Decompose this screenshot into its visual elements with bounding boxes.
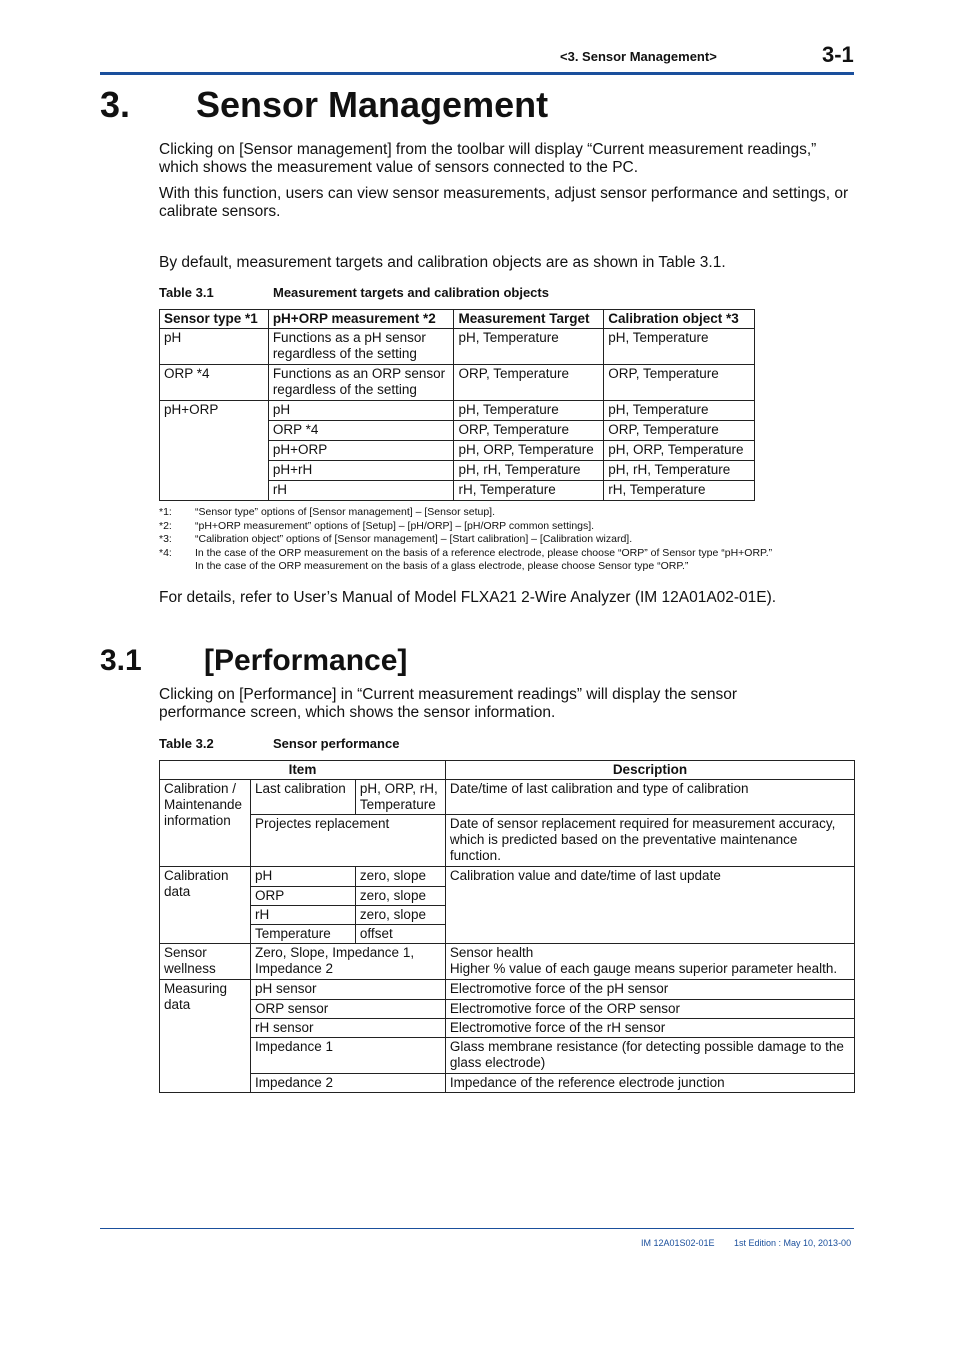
table-cell: ORP *4	[268, 421, 454, 441]
table-cell: pH+ORP	[160, 401, 269, 501]
note	[159, 533, 772, 547]
table-cell: Sensor wellness	[160, 944, 251, 980]
table-cell: Measuring data	[160, 980, 251, 1093]
table-cell: Calibration data	[160, 867, 251, 944]
table-cell: Last calibration	[250, 780, 355, 815]
intro-paragraph-2: With this function, users can view sensor measurements, adjust sensor performance and settings, or calibrate sensors.	[159, 185, 849, 220]
table-row	[160, 1019, 855, 1038]
wellness-description-line: Higher % value of each gauge means superior parameter health.	[449, 961, 838, 976]
table-cell: Zero, Slope, Impedance 1, Impedance 2	[250, 944, 445, 980]
table-cell: zero, slope	[355, 887, 445, 906]
note-key	[159, 560, 195, 574]
table-cell: ORP sensor	[250, 1000, 445, 1019]
note-key: *2:	[159, 519, 172, 532]
wellness-description-line: Sensor health	[449, 945, 534, 960]
note-text: In the case of the ORP measurement on the basis of a reference electrode, please choose “ORP” of Sensor type “pH+ORP.”	[195, 546, 773, 559]
table-cell: Temperature	[250, 925, 355, 944]
table-cell: ORP, Temperature	[454, 365, 604, 401]
table-cell: offset	[355, 925, 445, 944]
table-cell: Projectes replacement	[250, 815, 445, 867]
table-cell: pH, ORP, rH, Temperature	[355, 780, 445, 815]
section-title: [Performance]	[204, 644, 408, 677]
column-header: Measurement Target	[454, 310, 604, 329]
note-text: “pH+ORP measurement” options of [Setup] – [pH/ORP] – [pH/ORP common settings].	[195, 519, 595, 532]
table2-caption-title: Sensor performance	[273, 736, 400, 751]
intro-paragraph-3: By default, measurement targets and calibration objects are as shown in Table 3.1.	[159, 254, 726, 271]
table-cell: Electromotive force of the pH sensor	[445, 980, 854, 1000]
table-row	[160, 780, 855, 815]
note	[159, 547, 772, 561]
table-cell	[445, 944, 854, 980]
table-cell: pH	[160, 329, 269, 365]
table-cell: pH sensor	[250, 980, 445, 1000]
table-cell: Glass membrane resistance (for detecting possible damage to the glass electrode)	[445, 1038, 854, 1074]
table-cell: pH, rH, Temperature	[454, 461, 604, 481]
table-row	[160, 980, 855, 1000]
table-cell: ORP, Temperature	[454, 421, 604, 441]
column-header: Sensor type *1	[160, 310, 269, 329]
document-number: IM 12A01S02-01E	[641, 1238, 715, 1248]
table-row	[160, 867, 855, 887]
table-cell: Impedance of the reference electrode junction	[445, 1074, 854, 1093]
table-cell: Functions as a pH sensor regardless of the setting	[268, 329, 454, 365]
table-row	[160, 365, 755, 401]
table-cell: pH, Temperature	[604, 329, 755, 365]
table1-notes	[159, 506, 772, 574]
table-cell: rH, Temperature	[604, 481, 755, 501]
table1-caption-title: Measurement targets and calibration objects	[273, 285, 549, 300]
note-key: *3:	[159, 533, 172, 546]
page-number: 3-1	[822, 42, 854, 67]
table-row	[160, 1038, 855, 1074]
table-row	[160, 329, 755, 365]
table-cell: pH+rH	[268, 461, 454, 481]
column-header: Description	[445, 761, 854, 780]
table-cell: pH, Temperature	[604, 401, 755, 421]
table-cell: Impedance 1	[250, 1038, 445, 1074]
table-cell: ORP	[250, 887, 355, 906]
table-row	[160, 401, 755, 421]
table-cell: Electromotive force of the ORP sensor	[445, 1000, 854, 1019]
table-row	[160, 815, 855, 867]
table-cell: Functions as an ORP sensor regardless of the setting	[268, 365, 454, 401]
section-paragraph: Clicking on [Performance] in “Current measurement readings” will display the sensor performance screen, which shows the sensor information.	[159, 686, 738, 721]
table-cell: rH, Temperature	[454, 481, 604, 501]
note	[159, 506, 772, 520]
table-cell: Electromotive force of the rH sensor	[445, 1019, 854, 1038]
note-text: In the case of the ORP measurement on the basis of a glass electrode, please choose Sensor type “ORP.”	[195, 560, 689, 573]
table-row	[160, 1000, 855, 1019]
note-key: *1:	[159, 506, 172, 518]
table-cell: pH, Temperature	[454, 329, 604, 365]
footer-rule	[100, 1228, 854, 1229]
table-cell: Date of sensor replacement required for measurement accuracy, which is predicted based on the preventative maintenance function.	[445, 815, 854, 867]
table-cell: rH	[268, 481, 454, 501]
column-header: pH+ORP measurement *2	[268, 310, 454, 329]
table-cell: pH	[250, 867, 355, 887]
table-cell: pH+ORP	[268, 441, 454, 461]
table-cell: zero, slope	[355, 906, 445, 925]
note-text: “Calibration object” options of [Sensor management] – [Start calibration] – [Calibration wizard].	[195, 533, 633, 546]
edition-date: 1st Edition : May 10, 2013-00	[734, 1238, 852, 1248]
intro-paragraph-1: Clicking on [Sensor management] from the toolbar will display “Current measurement readings,” which shows the measurement value of sensors connected to the PC.	[159, 141, 817, 176]
note	[159, 560, 772, 574]
table-header-row	[160, 761, 855, 780]
chapter-title: Sensor Management	[196, 84, 549, 125]
table-cell: Calibration / Maintenande information	[160, 780, 251, 867]
table-row	[160, 1074, 855, 1093]
column-header: Calibration object *3	[604, 310, 755, 329]
column-header: Item	[160, 761, 446, 780]
section-number: 3.1	[100, 644, 142, 677]
table-cell: ORP *4	[160, 365, 269, 401]
table-row	[160, 944, 855, 980]
table-cell: ORP, Temperature	[604, 365, 755, 401]
table-cell: pH, ORP, Temperature	[604, 441, 755, 461]
note-key: *4:	[159, 546, 172, 559]
table-header-row	[160, 310, 755, 329]
table-cell: Impedance 2	[250, 1074, 445, 1093]
details-paragraph: For details, refer to User’s Manual of Model FLXA21 2-Wire Analyzer (IM 12A01A02-01E).	[159, 589, 777, 606]
note	[159, 520, 772, 534]
table-cell: Calibration value and date/time of last update	[445, 867, 854, 944]
table-cell: pH, ORP, Temperature	[454, 441, 604, 461]
sensor-performance-table	[159, 760, 855, 1093]
table-cell: zero, slope	[355, 867, 445, 887]
header-rule	[100, 72, 854, 75]
table-cell: pH, Temperature	[454, 401, 604, 421]
table1-caption-number: Table 3.1	[159, 285, 214, 300]
table-cell: pH, rH, Temperature	[604, 461, 755, 481]
note-text: “Sensor type” options of [Sensor management] – [Sensor setup].	[195, 506, 495, 518]
table-cell: ORP, Temperature	[604, 421, 755, 441]
table-cell: rH	[250, 906, 355, 925]
table-cell: Date/time of last calibration and type of calibration	[445, 780, 854, 815]
measurement-targets-table	[159, 309, 755, 501]
table-cell: pH	[268, 401, 454, 421]
table-cell: rH sensor	[250, 1019, 445, 1038]
running-header: <3. Sensor Management>	[560, 49, 717, 64]
table2-caption-number: Table 3.2	[159, 736, 214, 751]
chapter-number: 3.	[100, 84, 131, 125]
